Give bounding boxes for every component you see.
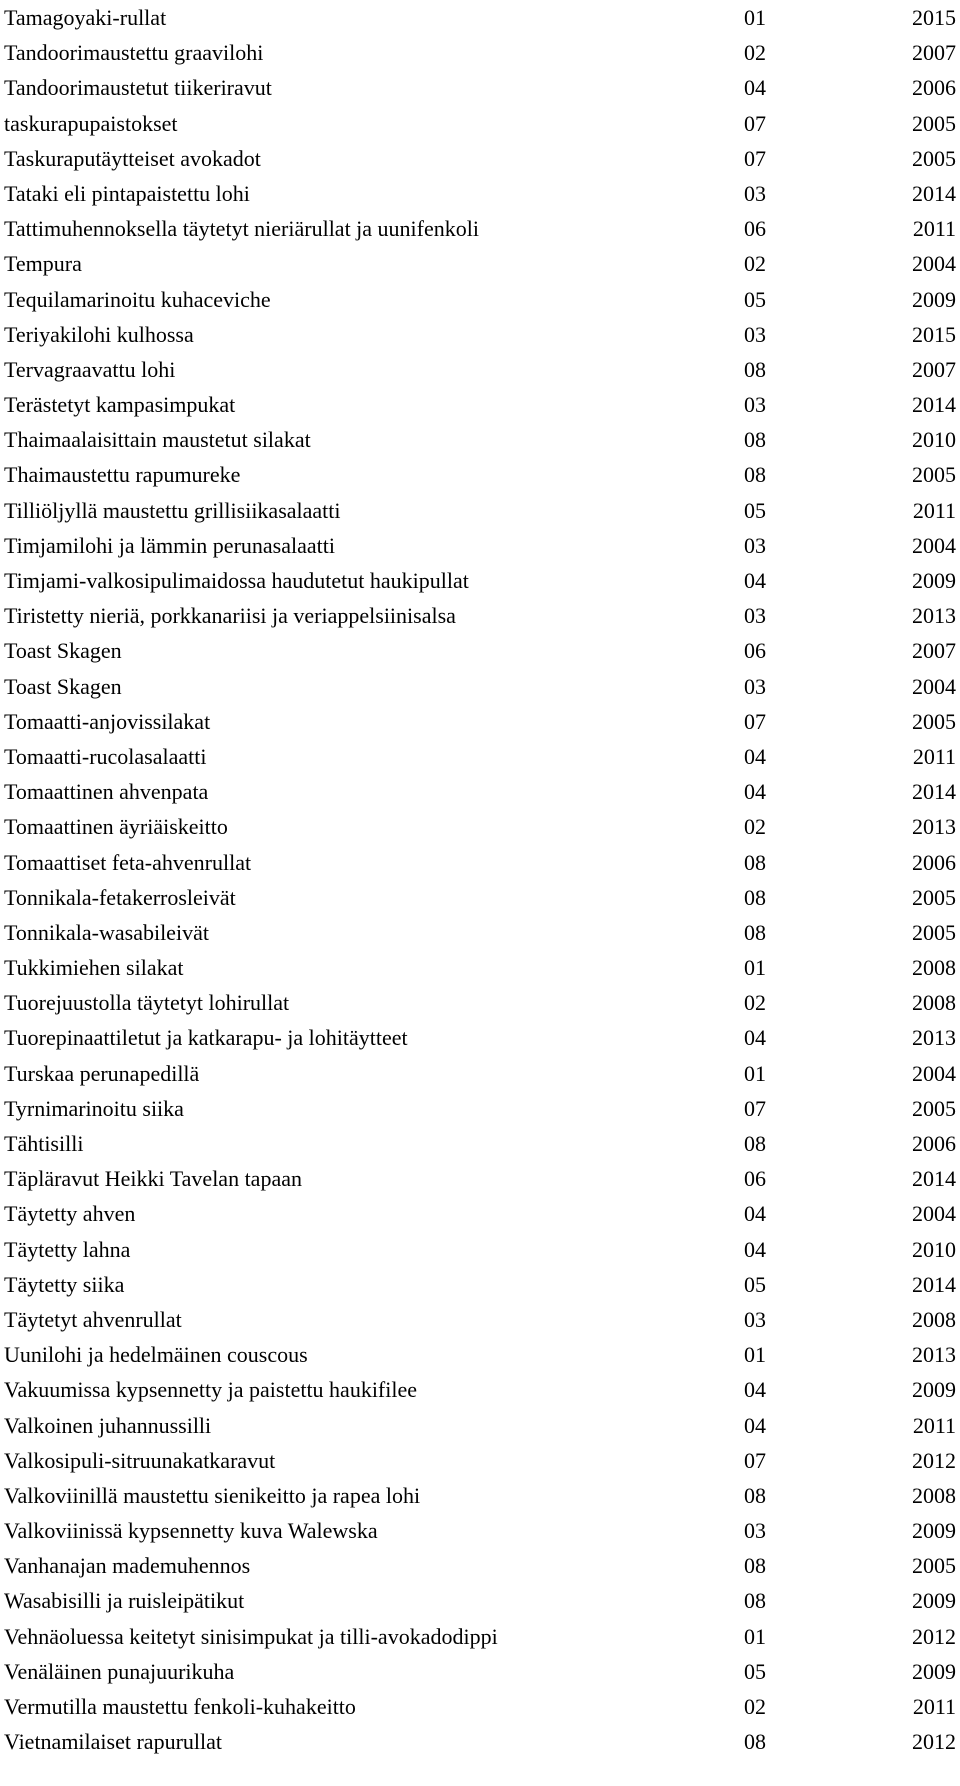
recipe-issue: 02	[744, 40, 766, 66]
recipe-row	[4, 1478, 956, 1513]
recipe-row	[4, 1654, 956, 1689]
recipe-year: 2009	[912, 286, 956, 312]
recipe-issue: 02	[744, 251, 766, 277]
recipe-issue: 07	[744, 110, 766, 136]
recipe-year: 2004	[912, 673, 956, 699]
recipe-row	[4, 950, 956, 985]
recipe-name: Tomaattinen ahvenpata	[4, 779, 209, 805]
recipe-row	[4, 1724, 956, 1759]
recipe-year: 2014	[912, 1271, 956, 1297]
recipe-issue: 07	[744, 145, 766, 171]
recipe-year: 2004	[912, 1201, 956, 1227]
recipe-row	[4, 1020, 956, 1055]
recipe-year: 2011	[912, 497, 956, 523]
recipe-name: Toast Skagen	[4, 638, 122, 664]
recipe-year: 2012	[912, 1623, 956, 1649]
recipe-year: 2010	[912, 1236, 956, 1262]
recipe-name: Täytetyt ahvenrullat	[4, 1306, 182, 1332]
recipe-row	[4, 1232, 956, 1267]
recipe-issue: 08	[744, 919, 766, 945]
recipe-year: 2014	[912, 1166, 956, 1192]
recipe-issue: 04	[744, 1201, 766, 1227]
recipe-year: 2007	[912, 638, 956, 664]
recipe-year: 2004	[912, 251, 956, 277]
recipe-name: Tonnikala-fetakerrosleivät	[4, 884, 236, 910]
recipe-year: 2008	[912, 1306, 956, 1332]
recipe-row	[4, 739, 956, 774]
recipe-issue: 03	[744, 392, 766, 418]
recipe-name: Täytetty ahven	[4, 1201, 136, 1227]
recipe-row	[4, 1583, 956, 1618]
recipe-row	[4, 282, 956, 317]
recipe-issue: 05	[744, 286, 766, 312]
recipe-name: Tilliöljyllä maustettu grillisiikasalaatti	[4, 497, 341, 523]
recipe-year: 2008	[912, 955, 956, 981]
recipe-name: Täytetty lahna	[4, 1236, 131, 1262]
recipe-name: Tervagraavattu lohi	[4, 356, 176, 382]
recipe-name: Tomaatti-rucolasalaatti	[4, 743, 207, 769]
recipe-issue: 08	[744, 1588, 766, 1614]
recipe-row	[4, 457, 956, 492]
recipe-name: Tuorepinaattiletut ja katkarapu- ja lohitäytteet	[4, 1025, 408, 1051]
recipe-row	[4, 985, 956, 1020]
recipe-row	[4, 563, 956, 598]
recipe-row	[4, 1443, 956, 1478]
recipe-year: 2014	[912, 779, 956, 805]
recipe-year: 2013	[912, 814, 956, 840]
recipe-row	[4, 141, 956, 176]
recipe-year: 2011	[912, 1694, 956, 1719]
recipe-issue: 03	[744, 1518, 766, 1544]
recipe-issue: 07	[744, 1447, 766, 1473]
recipe-name: Vanhanajan mademuhennos	[4, 1553, 251, 1579]
recipe-name: Täpläravut Heikki Tavelan tapaan	[4, 1166, 302, 1192]
recipe-name: Tamagoyaki-rullat	[4, 5, 167, 30]
recipe-name: Terästetyt kampasimpukat	[4, 392, 236, 418]
recipe-row	[4, 1126, 956, 1161]
recipe-row	[4, 1161, 956, 1196]
recipe-year: 2005	[912, 110, 956, 136]
recipe-name: Toast Skagen	[4, 673, 122, 699]
recipe-row	[4, 1056, 956, 1091]
recipe-row	[4, 211, 956, 246]
recipe-issue: 04	[744, 1377, 766, 1403]
recipe-issue: 08	[744, 356, 766, 382]
recipe-year: 2005	[912, 919, 956, 945]
recipe-name: Tequilamarinoitu kuhaceviche	[4, 286, 271, 312]
recipe-row	[4, 317, 956, 352]
recipe-name: Timjami-valkosipulimaidossa haudutetut haukipullat	[4, 568, 469, 593]
recipe-row	[4, 0, 956, 35]
recipe-year: 2008	[912, 1482, 956, 1508]
recipe-year: 2014	[912, 180, 956, 206]
recipe-row	[4, 1196, 956, 1231]
recipe-issue: 03	[744, 603, 766, 629]
recipe-issue: 02	[744, 1694, 766, 1719]
recipe-row	[4, 493, 956, 528]
recipe-issue: 04	[744, 1025, 766, 1051]
recipe-year: 2007	[912, 40, 956, 66]
recipe-issue: 03	[744, 673, 766, 699]
recipe-name: Turskaa perunapedillä	[4, 1060, 200, 1086]
recipe-row	[4, 528, 956, 563]
recipe-row	[4, 1302, 956, 1337]
recipe-issue: 06	[744, 638, 766, 664]
recipe-name: Tomaatti-anjovissilakat	[4, 708, 211, 734]
recipe-year: 2005	[912, 884, 956, 910]
recipe-row	[4, 633, 956, 668]
recipe-issue: 08	[744, 1729, 766, 1755]
recipe-row	[4, 1372, 956, 1407]
recipe-name: Tomaattiset feta-ahvenrullat	[4, 849, 252, 875]
recipe-year: 2011	[912, 1412, 956, 1438]
recipe-year: 2014	[912, 392, 956, 418]
recipe-issue: 06	[744, 216, 766, 242]
recipe-row	[4, 1408, 956, 1443]
recipe-row	[4, 106, 956, 141]
recipe-name: Täytetty siika	[4, 1271, 125, 1297]
recipe-year: 2009	[912, 1377, 956, 1403]
recipe-year: 2013	[912, 1025, 956, 1051]
recipe-row	[4, 352, 956, 387]
recipe-name: Vermutilla maustettu fenkoli-kuhakeitto	[4, 1694, 356, 1719]
recipe-issue: 05	[744, 1658, 766, 1684]
recipe-year: 2005	[912, 462, 956, 488]
recipe-year: 2009	[912, 1518, 956, 1544]
recipe-issue: 08	[744, 462, 766, 488]
recipe-row	[4, 70, 956, 105]
recipe-issue: 06	[744, 1166, 766, 1192]
recipe-name: Valkosipuli-sitruunakatkaravut	[4, 1447, 276, 1473]
recipe-name: Teriyakilohi kulhossa	[4, 321, 194, 347]
recipe-name: Tandoorimaustetut tiikeriravut	[4, 75, 272, 101]
recipe-year: 2015	[912, 321, 956, 347]
recipe-name: Thaimaustettu rapumureke	[4, 462, 241, 488]
recipe-year: 2005	[912, 1095, 956, 1121]
recipe-row	[4, 422, 956, 457]
recipe-issue: 08	[744, 1131, 766, 1156]
recipe-year: 2012	[912, 1729, 956, 1755]
recipe-name: Valkoviinillä maustettu sienikeitto ja rapea lohi	[4, 1482, 421, 1508]
recipe-issue: 08	[744, 884, 766, 910]
recipe-name: Tataki eli pintapaistettu lohi	[4, 180, 250, 206]
recipe-row	[4, 1619, 956, 1654]
recipe-year: 2007	[912, 356, 956, 382]
recipe-name: Venäläinen punajuurikuha	[4, 1658, 235, 1684]
recipe-year: 2013	[912, 1342, 956, 1368]
recipe-year: 2011	[912, 743, 956, 769]
recipe-issue: 03	[744, 1306, 766, 1332]
recipe-year: 2006	[912, 75, 956, 101]
recipe-row	[4, 704, 956, 739]
recipe-name: Tonnikala-wasabileivät	[4, 919, 209, 945]
recipe-year: 2006	[912, 1131, 956, 1156]
recipe-year: 2009	[912, 1588, 956, 1614]
recipe-row	[4, 176, 956, 211]
recipe-year: 2009	[912, 1658, 956, 1684]
recipe-issue: 01	[744, 5, 766, 30]
recipe-row	[4, 845, 956, 880]
recipe-year: 2004	[912, 1060, 956, 1086]
recipe-issue: 01	[744, 1623, 766, 1649]
recipe-name: Tomaattinen äyriäiskeitto	[4, 814, 228, 840]
recipe-year: 2004	[912, 532, 956, 558]
recipe-issue: 03	[744, 532, 766, 558]
recipe-name: Vakuumissa kypsennetty ja paistettu haukifilee	[4, 1377, 418, 1403]
recipe-row	[4, 35, 956, 70]
recipe-row	[4, 1337, 956, 1372]
recipe-name: Tattimuhennoksella täytetyt nieriärullat ja uunifenkoli	[4, 216, 479, 242]
recipe-row	[4, 915, 956, 950]
recipe-issue: 07	[744, 708, 766, 734]
recipe-year: 2005	[912, 1553, 956, 1579]
recipe-issue: 04	[744, 75, 766, 101]
recipe-row	[4, 1513, 956, 1548]
recipe-name: Timjamilohi ja lämmin perunasalaatti	[4, 532, 335, 558]
recipe-row	[4, 598, 956, 633]
recipe-row	[4, 387, 956, 422]
recipe-issue: 08	[744, 427, 766, 453]
recipe-index-list	[4, 0, 956, 1759]
recipe-year: 2010	[912, 427, 956, 453]
recipe-row	[4, 1689, 956, 1724]
recipe-row	[4, 669, 956, 704]
recipe-name: Tuorejuustolla täytetyt lohirullat	[4, 990, 290, 1016]
recipe-issue: 04	[744, 743, 766, 769]
recipe-name: Thaimaalaisittain maustetut silakat	[4, 427, 311, 453]
recipe-year: 2015	[912, 5, 956, 30]
recipe-row	[4, 1548, 956, 1583]
recipe-name: Tähtisilli	[4, 1131, 84, 1156]
recipe-issue: 01	[744, 1342, 766, 1368]
recipe-name: Valkoinen juhannussilli	[4, 1412, 212, 1438]
recipe-year: 2013	[912, 603, 956, 629]
recipe-issue: 02	[744, 814, 766, 840]
recipe-row	[4, 774, 956, 809]
recipe-year: 2011	[912, 216, 956, 242]
recipe-name: Tempura	[4, 251, 82, 277]
recipe-issue: 04	[744, 568, 766, 593]
recipe-issue: 08	[744, 849, 766, 875]
recipe-name: Tandoorimaustettu graavilohi	[4, 40, 264, 66]
recipe-issue: 02	[744, 990, 766, 1016]
recipe-row	[4, 246, 956, 281]
recipe-name: Taskuraputäytteiset avokadot	[4, 145, 261, 171]
recipe-row	[4, 1267, 956, 1302]
recipe-year: 2006	[912, 849, 956, 875]
recipe-issue: 08	[744, 1482, 766, 1508]
recipe-issue: 05	[744, 1271, 766, 1297]
recipe-issue: 03	[744, 180, 766, 206]
recipe-name: Vietnamilaiset rapurullat	[4, 1729, 222, 1755]
recipe-row	[4, 1091, 956, 1126]
recipe-year: 2012	[912, 1447, 956, 1473]
recipe-issue: 01	[744, 955, 766, 981]
recipe-issue: 04	[744, 1412, 766, 1438]
recipe-year: 2005	[912, 145, 956, 171]
recipe-row	[4, 880, 956, 915]
recipe-issue: 08	[744, 1553, 766, 1579]
recipe-issue: 03	[744, 321, 766, 347]
recipe-name: Uunilohi ja hedelmäinen couscous	[4, 1342, 308, 1368]
recipe-name: Wasabisilli ja ruisleipätikut	[4, 1588, 245, 1614]
recipe-year: 2009	[912, 568, 956, 593]
recipe-row	[4, 809, 956, 844]
recipe-year: 2008	[912, 990, 956, 1016]
recipe-issue: 05	[744, 497, 766, 523]
recipe-issue: 01	[744, 1060, 766, 1086]
recipe-year: 2005	[912, 708, 956, 734]
recipe-name: Valkoviinissä kypsennetty kuva Walewska	[4, 1518, 378, 1544]
recipe-name: Tyrnimarinoitu siika	[4, 1095, 184, 1121]
recipe-name: Tiristetty nieriä, porkkanariisi ja veriappelsiinisalsa	[4, 603, 456, 629]
recipe-issue: 04	[744, 779, 766, 805]
recipe-name: Vehnäoluessa keitetyt sinisimpukat ja tilli-avokadodippi	[4, 1623, 498, 1649]
recipe-issue: 04	[744, 1236, 766, 1262]
recipe-name: taskurapupaistokset	[4, 110, 178, 136]
recipe-issue: 07	[744, 1095, 766, 1121]
recipe-name: Tukkimiehen silakat	[4, 955, 184, 981]
